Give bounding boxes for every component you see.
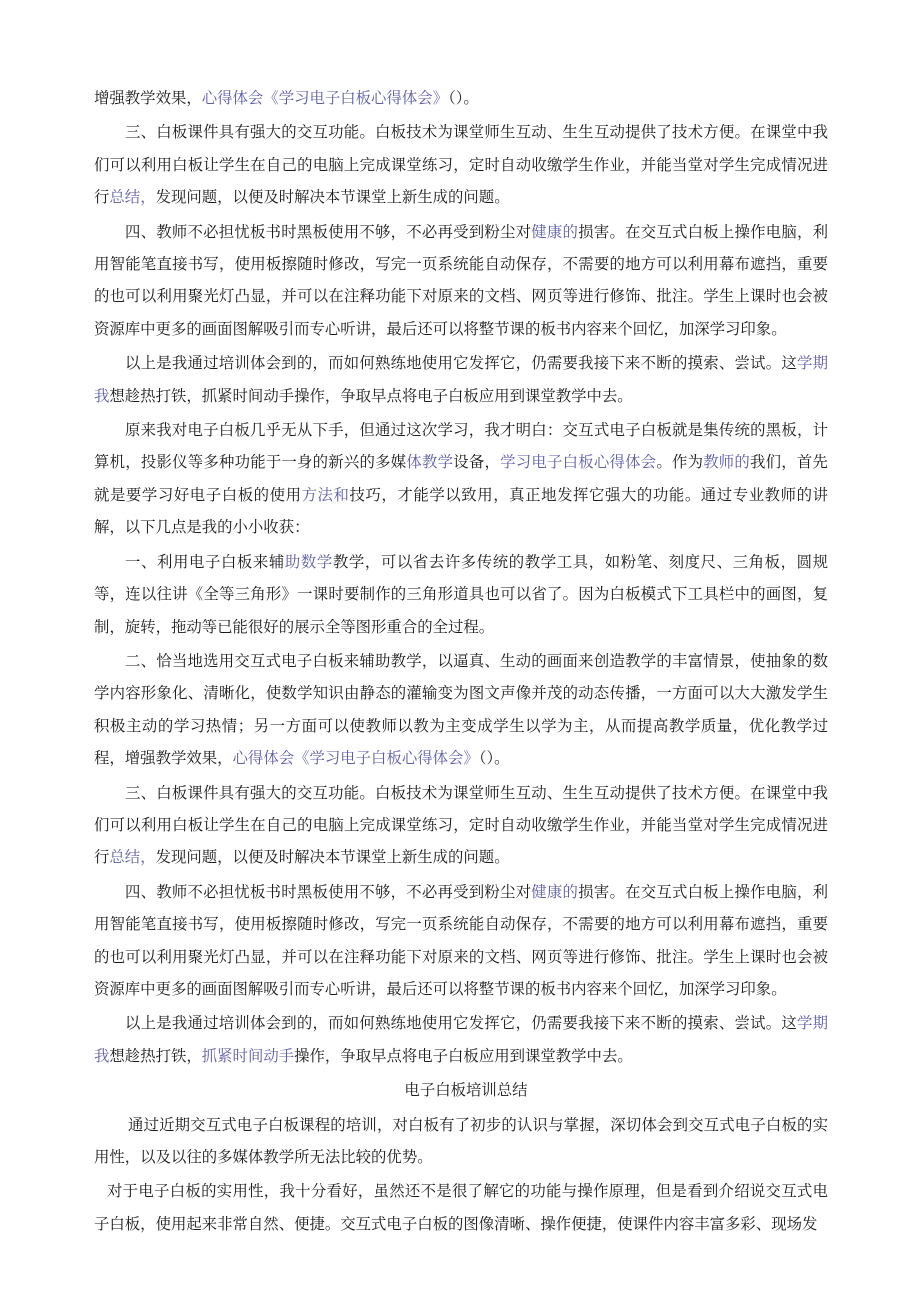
text-run: 原来我对电子白板几乎无从下手，但通过这次学习，我才明白：交互式电子白板就是集传统的黑板，计算机，投影仪等多种功能于一身的新兴的多媒 <box>94 421 828 472</box>
paragraph <box>94 82 828 114</box>
text-run: 想趁热打铁，抓紧时间动手操作，争取早点将电子白板应用到课堂教学中去。 <box>109 386 633 405</box>
text-run: （）。 <box>478 749 510 768</box>
text-run: 增强教学效果， <box>94 89 202 107</box>
paragraph <box>94 777 828 874</box>
text-run: 一、利用电子白板来辅 <box>125 552 285 571</box>
paragraph <box>94 1175 828 1240</box>
text-run: 损害。在交互式白板上操作电脑，利用智能笔直接书写，使用板擦随时修改，写完一页系统能自动保存，不需要的地方可以利用幕布遮挡，重要的也可以利用聚光灯凸显，并可以在注释功能下对原来的文档、网页等进行修饰、批注。学生上课时也会被资源库中更多的画面图解吸引而专心听讲，最后还可以将整节课的板书内容来个回忆，加深学习印象。 <box>94 222 828 338</box>
paragraph-spacer <box>94 1240 828 1242</box>
text-run: （）。 <box>448 89 479 107</box>
paragraph <box>94 116 828 213</box>
paragraph <box>94 1109 828 1174</box>
inline-link[interactable]: 教师的 <box>703 453 751 472</box>
text-run: 三、白板课件具有强大的交互功能。白板技术为课堂师生互动、生生互动提供了技术方便。在课堂中我们可以利用白板让学生在自己的电脑上完成课堂练习，定时自动收缴学生作业，并能当堂对学生完成情况进行 <box>94 783 828 867</box>
paragraph <box>94 347 828 412</box>
inline-link[interactable]: 总结， <box>109 188 156 207</box>
text-run: 二、恰当地选用交互式电子白板来辅助教学，以逼真、生动的画面来创造教学的丰富情景，使抽象的数学内容形象化、清晰化，使数学知识由静态的灌输变为图文声像并茂的动态传播，一方面可以大大激发学生积极主动的学习热情；另一方面可以使教师以教为主变成学生以学为主，从而提高教学质量，优化教学过程，增强教学效果， <box>94 651 828 768</box>
inline-link[interactable]: 学习电子白板心得体会 <box>500 453 657 472</box>
text-run: 设备， <box>453 453 501 472</box>
text-run: 我们，首先就是要学习好电子白板的使用 <box>94 453 828 504</box>
text-run: 想趁热打铁， <box>109 1046 202 1065</box>
text-run: 四、教师不必担忧板书时黑板使用不够，不必再受到粉尘对 <box>125 882 532 901</box>
inline-link[interactable]: 总结， <box>109 848 156 867</box>
document-body <box>94 82 828 1242</box>
section-heading <box>104 1074 828 1106</box>
text-run: 通过近期交互式电子白板课程的培训，对白板有了初步的认识与掌握，深切体会到交互式电子白板的实用性，以及以往的多媒体教学所无法比较的优势。 <box>94 1115 828 1166</box>
inline-link[interactable]: 心得体会《学习电子白板心得体会》 <box>232 749 479 768</box>
text-run: 教学，可以省去许多传统的教学工具，如粉笔、刻度尺、三角板，圆规等，连以往讲《全等三角形》一课时要制作的三角形道具也可以省了。因为白板模式下工具栏中的画图，复制，旋转，拖动等已能很好的展示全等图形重合的全过程。 <box>94 552 828 636</box>
inline-link[interactable]: 抓紧时间动手 <box>201 1046 295 1065</box>
inline-link[interactable]: 心得体会《学习电子白板心得体会》 <box>201 89 449 107</box>
inline-link[interactable]: 助数学 <box>284 552 333 571</box>
text-run: 技巧，才能学以致用，真正地发挥它强大的功能。通过专业教师的讲解，以下几点是我的小小收获： <box>94 485 828 537</box>
paragraph <box>94 1007 828 1072</box>
paragraph <box>94 876 828 1006</box>
inline-link[interactable]: 体教学 <box>406 453 454 472</box>
paragraph <box>94 216 828 346</box>
text-run: 电子白板培训总结 <box>404 1081 528 1100</box>
text-run: 三、白板课件具有强大的交互功能。白板技术为课堂师生互动、生生互动提供了技术方便。在课堂中我们可以利用白板让学生在自己的电脑上完成课堂练习，定时自动收缴学生作业，并能当堂对学生完成情况进行 <box>94 123 828 207</box>
paragraph <box>94 546 828 643</box>
text-run: 以上是我通过培训体会到的，而如何熟练地使用它发挥它，仍需要我接下来不断的摸索、尝试。这 <box>125 354 797 373</box>
text-run: 四、教师不必担忧板书时黑板使用不够，不必再受到粉尘对 <box>125 222 532 241</box>
inline-link[interactable]: 方法和 <box>301 485 350 504</box>
inline-link[interactable]: 健康的 <box>531 882 579 901</box>
text-run: 损害。在交互式白板上操作电脑，利用智能笔直接书写，使用板擦随时修改，写完一页系统能自动保存，不需要的地方可以利用幕布遮挡，重要的也可以利用聚光灯凸显，并可以在注释功能下对原来的文档、网页等进行修饰、批注。学生上课时也会被资源库中更多的画面图解吸引而专心听讲，最后还可以将整节课的板书内容来个回忆，加深学习印象。 <box>94 882 828 998</box>
inline-link[interactable]: 学期我 <box>94 354 828 405</box>
paragraph <box>94 414 828 544</box>
paragraph <box>94 645 828 775</box>
text-run: 发现问题，以便及时解决本节课堂上新生成的问题。 <box>155 848 510 867</box>
text-run: 以上是我通过培训体会到的，而如何熟练地使用它发挥它，仍需要我接下来不断的摸索、尝试。这 <box>125 1014 797 1033</box>
text-run: 对于电子白板的实用性，我十分看好，虽然还不是很了解它的功能与操作原理，但是看到介绍说交互式电子白板，使用起来非常自然、便捷。交互式电子白板的图像清晰、操作便捷，使课件内容丰富多彩、现场发 <box>94 1182 828 1233</box>
inline-link[interactable]: 学期我 <box>94 1014 828 1065</box>
text-run: 发现问题，以便及时解决本节课堂上新生成的问题。 <box>155 188 510 207</box>
text-run: 操作，争取早点将电子白板应用到课堂教学中去。 <box>294 1046 633 1065</box>
inline-link[interactable]: 健康的 <box>531 222 579 241</box>
text-run: 。作为 <box>656 453 704 472</box>
